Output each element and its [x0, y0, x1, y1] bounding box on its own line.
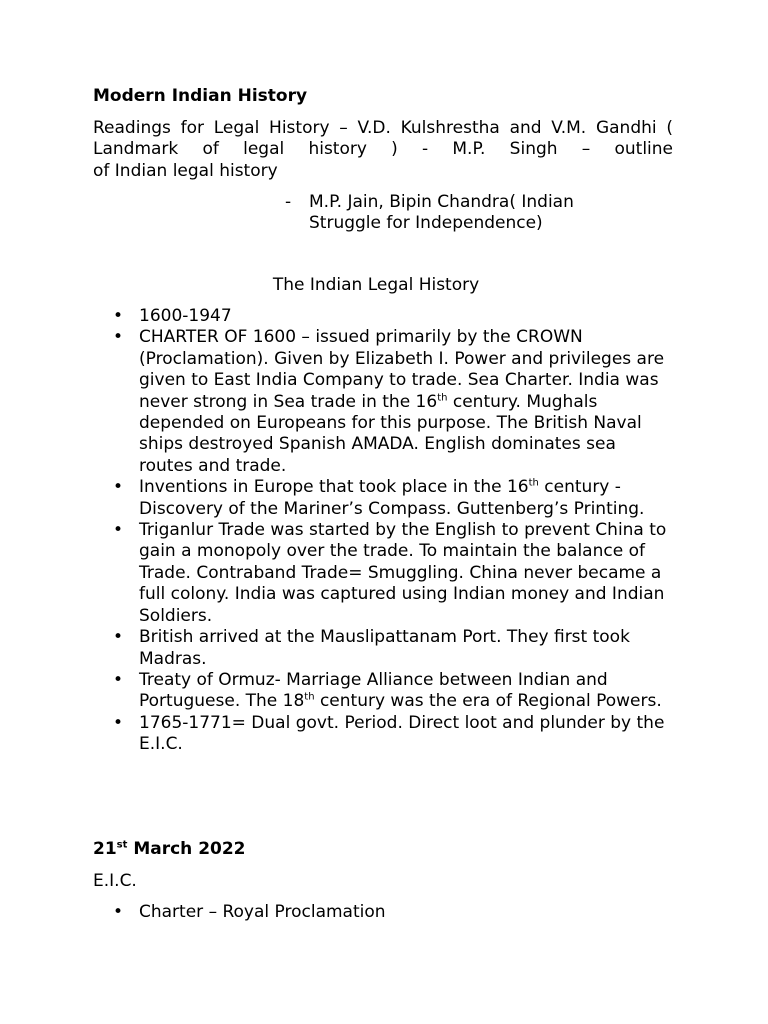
eic-label: E.I.C. [93, 871, 137, 891]
list-item: • Inventions in Europe that took place in the 16th century - Discovery of the Mariner’s Compass. Guttenberg’s Printing. [93, 477, 668, 520]
readings-line-1: Readings for Legal History – V.D. Kulshrestha and V.M. Gandhi ( [93, 118, 673, 138]
list-item: • Treaty of Ormuz- Marriage Alliance between Indian and Portuguese. The 18th century was the era of Regional Powers. [93, 670, 668, 713]
list-item: • Charter – Royal Proclamation [93, 902, 668, 923]
reading-list-item [285, 192, 605, 235]
page-title: Modern Indian History [93, 86, 308, 106]
history-bullet-list [93, 306, 668, 756]
readings-paragraph [93, 118, 673, 182]
section-heading [93, 275, 673, 296]
eic-bullet-list [93, 902, 668, 923]
list-item: • British arrived at the Mauslipattanam Port. They first took Madras. [93, 627, 668, 670]
list-item: • CHARTER OF 1600 – issued primarily by the CROWN (Proclamation). Given by Elizabeth I. Power and privileges are given to East India Company to trade. Sea Charter. India was never strong in Sea trade in the 16th century. Mughals depended on Europeans for this purpose. The British Naval ships destroyed Spanish AMADA. English dominates sea routes and trade. [93, 327, 668, 477]
date-heading: 21st March 2022 [93, 839, 246, 859]
section-heading-text: The Indian Legal History [272, 275, 480, 295]
list-item: • 1600-1947 [93, 306, 668, 327]
list-item: • 1765-1771= Dual govt. Period. Direct loot and plunder by the E.I.C. [93, 713, 668, 756]
readings-line-3: of Indian legal history [93, 160, 278, 181]
dash-marker: - [285, 192, 292, 212]
readings-line-2a: Landmark of legal history ) [93, 139, 398, 160]
list-item: • Triganlur Trade was started by the English to prevent China to gain a monopoly over the trade. To maintain the balance of Trade. Contraband Trade= Smuggling. China never became a full colony. India was captured using Indian money and Indian Soldiers. [93, 520, 668, 627]
reading-list-text: M.P. Jain, Bipin Chandra( Indian Struggle for Independence) [309, 192, 574, 234]
readings-line-2b: - M.P. Singh – outline [422, 139, 674, 160]
